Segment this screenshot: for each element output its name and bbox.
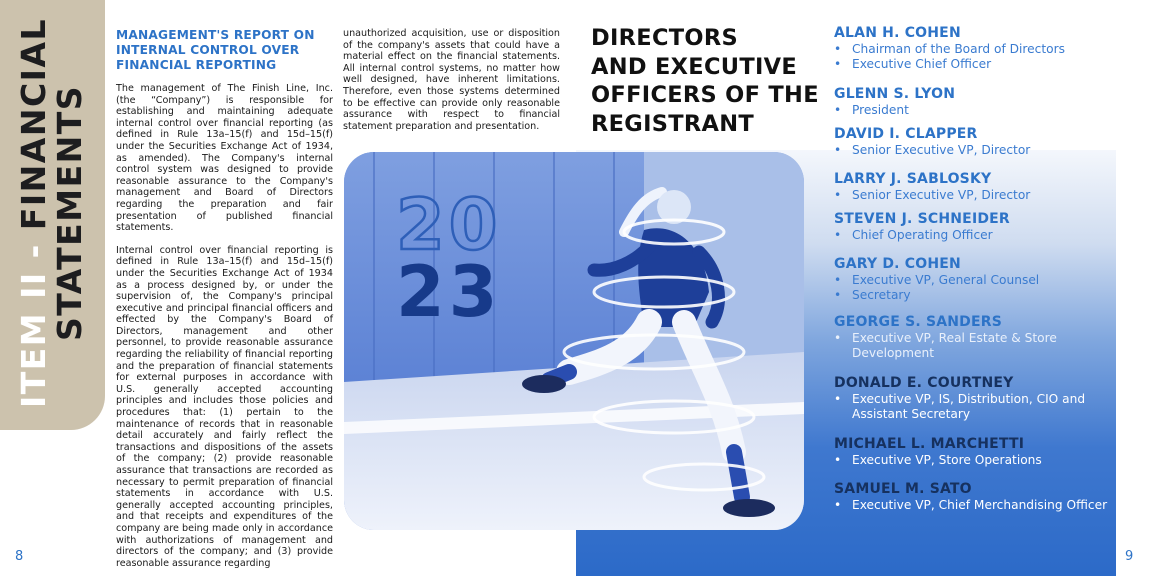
officer-name: DAVID I. CLAPPER	[834, 126, 978, 142]
report-column-right	[343, 28, 560, 143]
officer-name: GLENN S. LYON	[834, 86, 956, 102]
page-number-left: 8	[15, 549, 24, 564]
officer-role: • Executive VP, General Counsel	[834, 273, 1039, 288]
officer-roles	[834, 273, 1039, 304]
section-title-line1: FINANCIAL	[14, 17, 53, 231]
directors-heading-line: DIRECTORS	[591, 25, 738, 51]
section-tab	[0, 0, 105, 430]
officer-entry	[834, 374, 1114, 423]
officer-role: • Senior Executive VP, Director	[834, 188, 1030, 203]
officer-role: • Executive VP, IS, Distribution, CIO and Assistant Secretary	[834, 392, 1114, 423]
directors-heading	[591, 24, 819, 138]
officer-entry	[834, 313, 1114, 362]
officer-name: GARY D. COHEN	[834, 256, 961, 272]
page-number-right: 9	[1125, 549, 1134, 564]
officer-role: • Executive VP, Chief Merchandising Officer	[834, 498, 1107, 513]
officer-roles	[834, 188, 1030, 203]
officer-entry	[834, 480, 1107, 513]
officer-roles	[834, 103, 955, 118]
officer-entry	[834, 24, 1065, 73]
officer-name: STEVEN J. SCHNEIDER	[834, 211, 1010, 227]
officer-name: DONALD E. COURTNEY	[834, 375, 1014, 391]
report-heading: MANAGEMENT'S REPORT ON INTERNAL CONTROL OVER FINANCIAL REPORTING	[116, 28, 315, 72]
section-title-line2: STATEMENTS	[50, 84, 89, 342]
officer-name: SAMUEL M. SATO	[834, 481, 972, 497]
report-paragraph-2: Internal control over financial reporting is defined in Rule 13a–15(f) and 15d–15(f) under the Securities Exchange Act of 1934 as a process designed by, or under the supervision of, the Company's principal executive and principal financial officers and effected by the Company's Board of Directors, management and other personnel, to provide reasonable assurance regarding the reliability of financial reporting and the preparation of financial statements for external purposes in accordance with U.S. generally accepted accounting principles and includes those policies and procedures that: (1) pertain to the maintenance of records that in reasonable detail accurately and fairly reflect the transactions and dispositions of the assets of the company; (2) provide reasonable assurance that transactions are recorded as necessary to permit preparation of financial statements in accordance with U.S. generally accepted accounting principles, and that receipts and expenditures of the company are being made only in accordance with authorizations of management and directors of the company; and (3) provide reasonable assurance regarding	[116, 244, 333, 569]
officer-roles	[834, 331, 1114, 362]
officer-entry	[834, 125, 1030, 158]
officer-roles	[834, 228, 1010, 243]
officer-role: • Senior Executive VP, Director	[834, 143, 1030, 158]
year-bottom: 23	[396, 251, 502, 333]
officer-role: • Chief Operating Officer	[834, 228, 1010, 243]
officer-role: • Executive VP, Real Estate & Store Development	[834, 331, 1114, 362]
officer-entry	[834, 170, 1030, 203]
officer-name: MICHAEL L. MARCHETTI	[834, 436, 1025, 452]
directors-heading-line: REGISTRANT	[591, 110, 755, 137]
officer-roles	[834, 143, 1030, 158]
year-top: 20	[396, 184, 502, 266]
officer-role: • Executive VP, Store Operations	[834, 453, 1042, 468]
report-column-left	[116, 28, 333, 580]
directors-heading-line: OFFICERS OF THE	[591, 82, 819, 108]
officer-roles	[834, 392, 1114, 423]
officer-entry	[834, 435, 1042, 468]
officer-roles	[834, 498, 1107, 513]
section-item-label: ITEM II -	[14, 230, 53, 409]
report-paragraph-1: The management of The Finish Line, Inc. (the “Company”) is responsible for establishing and maintaining adequate internal control over financial reporting (as defined in Rule 13a–15(f) and 15d–15(f) under the Securities Exchange Act of 1934, as amended). The Company's internal control system was designed to provide reasonable assurance to the Company's management and Board of Directors regarding the preparation and fair presentation of published financial statements.	[116, 83, 333, 234]
section-title	[16, 18, 88, 408]
officer-role: • Chairman of the Board of Directors	[834, 42, 1065, 57]
officer-role: • Executive Chief Officer	[834, 57, 1065, 72]
officer-entry	[834, 255, 1039, 304]
officer-entry	[834, 210, 1010, 243]
officer-role: • Secretary	[834, 288, 1039, 303]
officer-roles	[834, 453, 1042, 468]
officer-name: GEORGE S. SANDERS	[834, 314, 1003, 330]
officer-name: LARRY J. SABLOSKY	[834, 171, 992, 187]
officer-roles	[834, 42, 1065, 73]
directors-heading-line: AND EXECUTIVE	[591, 53, 798, 80]
officer-role: • President	[834, 103, 955, 118]
report-continuation: unauthorized acquisition, use or disposition of the company's assets that could have a material effect on the financial statements. All internal control systems, no matter how well designed, have inherent limitations. Therefore, even those systems determined to be effective can provide only reasonable assurance with respect to financial statement preparation and presentation.	[343, 28, 560, 132]
officer-name: ALAN H. COHEN	[834, 25, 961, 41]
officer-entry	[834, 85, 955, 118]
